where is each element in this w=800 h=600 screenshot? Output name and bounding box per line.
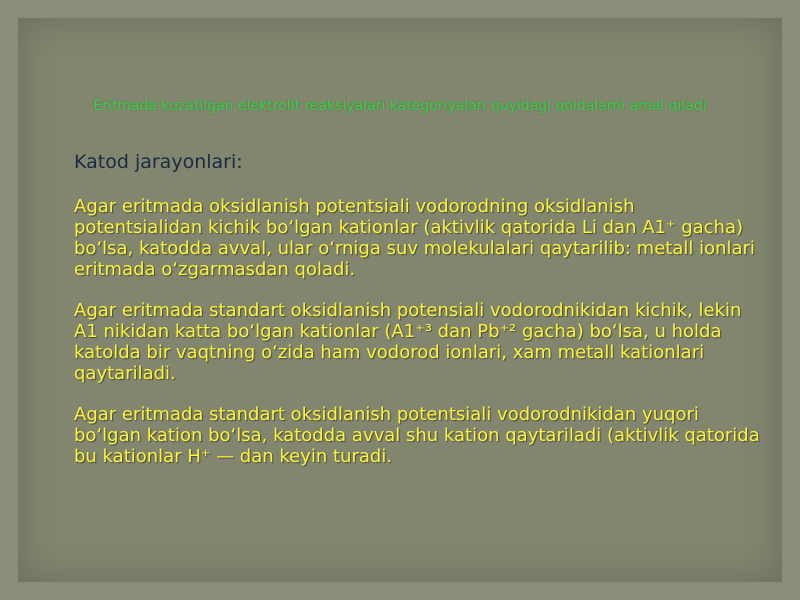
section-title: Katod jarayonlari:	[74, 151, 243, 173]
slide-heading: Eritmada kuzatilgan elektrolit reaksiyalari kategoriyalari quyidagi qoidalarni amal qiladi	[93, 98, 707, 114]
paragraph-3: Agar eritmada standart oksidlanish potentsiali vodorodnikidan yuqori bo‘lgan kation bo‘lsa, katodda avval shu kation qaytariladi (aktivlik qatorida bu kationlar H⁺ — dan keyin turadi.	[74, 404, 760, 467]
paragraph-1: Agar eritmada oksidlanish potentsiali vodorodning oksidlanish potentsialidan kichik bo‘lgan kationlar (aktivlik qatorida Li dan A1⁺ gacha) bo‘lsa, katodda avval, ular o‘rniga suv molekulalari qaytarilib: metall ionlari eritmada o‘zgarmasdan qoladi.	[74, 196, 755, 280]
slide-content	[74, 150, 764, 487]
paragraph-2: Agar eritmada standart oksidlanish potensiali vodorodnikidan kichik, lekin A1 nikidan katta bo‘lgan kationlar (A1⁺³ dan Pb⁺² gacha) bo‘lsa, u holda katolda bir vaqtning o‘zida ham vodorod ionlari, xam metall kationlari qaytariladi.	[74, 300, 742, 384]
